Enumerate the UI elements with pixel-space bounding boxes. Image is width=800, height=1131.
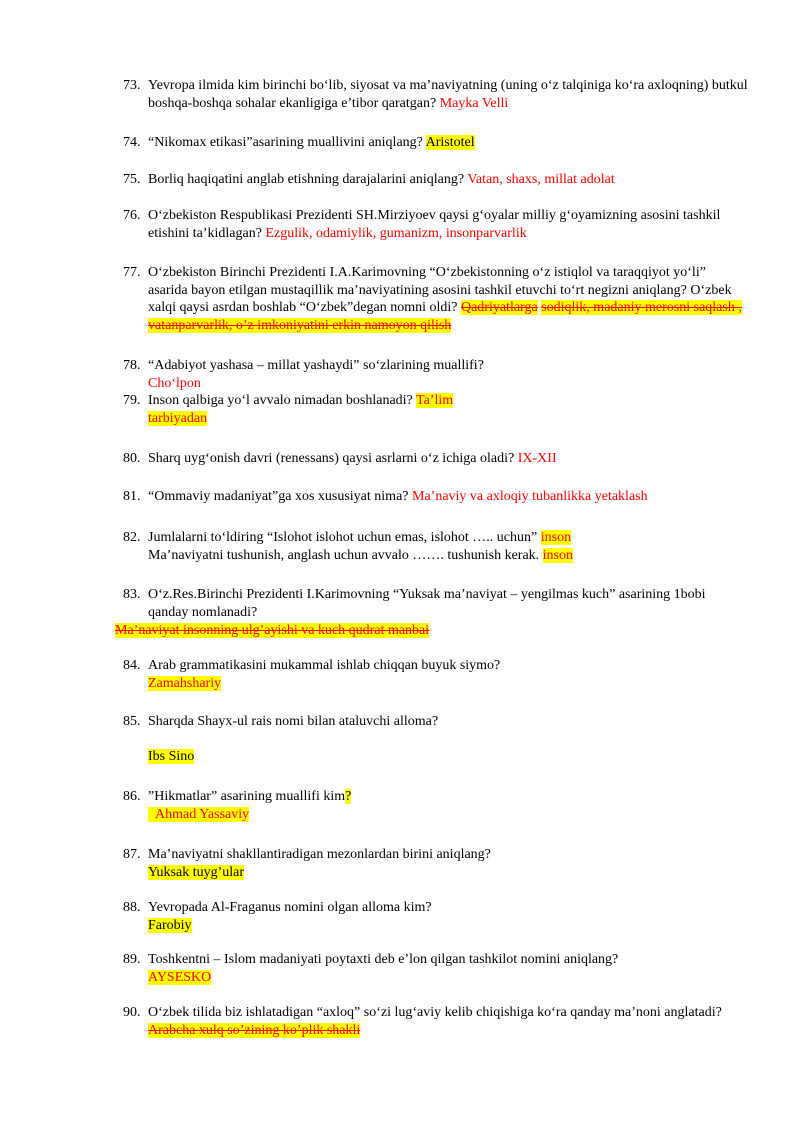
question-79 bbox=[123, 392, 748, 427]
question-text: “Ommaviy madaniyat”ga xos xususiyat nima? bbox=[148, 489, 409, 504]
question-number: 86. bbox=[123, 789, 141, 804]
question-text: “Nikomax etikasi”asarining muallivini aniqlang? bbox=[148, 135, 423, 150]
answer-text: Ma’naviy va axloqiy tubanlikka yetaklash bbox=[412, 489, 648, 504]
question-83 bbox=[123, 586, 748, 621]
question-number: 75. bbox=[123, 172, 141, 187]
question-87 bbox=[123, 846, 748, 881]
answer-text: Ibs Sino bbox=[148, 749, 195, 764]
question-text: Yevropa ilmida kim birinchi bo‘lib, siyosat va ma’naviyatning (uning o‘z talqiniga ko‘ra axloqning) butkul boshqa-boshqa sohalar ekanligiga e’tibor qaratgan? bbox=[148, 78, 748, 111]
answer-text: Vatan, shaxs, millat adolat bbox=[467, 172, 615, 187]
question-text: O‘zbek tilida biz ishlatadigan “axloq” so‘zi lug‘aviy kelib chiqishiga ko‘ra qanday ma’noni anglatadi? bbox=[148, 1005, 722, 1020]
question-number: 89. bbox=[123, 952, 141, 967]
question-text: Sharq uyg‘onish davri (renessans) qaysi asrlarni o‘z ichiga oladi? bbox=[148, 451, 515, 466]
question-77 bbox=[123, 264, 748, 334]
question-number: 84. bbox=[123, 658, 141, 673]
question-number: 73. bbox=[123, 78, 141, 93]
question-82 bbox=[123, 529, 748, 564]
question-text: Borliq haqiqatini anglab etishning darajalarini aniqlang? bbox=[148, 172, 465, 187]
answer-text-second: inson bbox=[542, 547, 574, 563]
answer-text-continued: sodiqlik, madaniy merosni saqlash , vatanparvarlik, o’z imkoniyatini erkin namoyon qilish bbox=[148, 300, 742, 333]
question-number: 74. bbox=[123, 135, 141, 150]
question-text: Toshkentni – Islom madaniyati poytaxti deb e’lon qilgan tashkilot nomini aniqlang? bbox=[148, 952, 619, 967]
answer-text: Arabcha xulq so’zining ko’plik shakli bbox=[148, 1022, 361, 1038]
answer-text-continued: tarbiyadan bbox=[148, 410, 208, 426]
question-text: Arab grammatikasini mukammal ishlab chiqqan buyuk siymo? bbox=[148, 658, 501, 673]
question-text: Yevropada Al-Fraganus nomini olgan alloma kim? bbox=[148, 900, 432, 915]
question-89 bbox=[123, 951, 748, 986]
question-text: Jumlalarni to‘ldiring “Islohot islohot uchun emas, islohot ….. uchun” bbox=[148, 530, 538, 545]
question-text: Inson qalbiga yo‘l avvalo nimadan boshlanadi? bbox=[148, 393, 413, 408]
question-number: 78. bbox=[123, 358, 141, 373]
answer-text: Ta’lim bbox=[416, 393, 454, 408]
question-74 bbox=[123, 134, 748, 152]
question-number: 90. bbox=[123, 1005, 141, 1020]
question-text: O‘zbekiston Birinchi Prezidenti I.A.Karimovning “O‘zbekistonning o‘z istiqlol va taraqqiyot yo‘li” asarida bayon etilgan mustaqillik ma’naviyatining asosini tashkil etuvchi to‘rt negizni aniqlang? O‘zbek xalqi qaysi asrdan boshlab “O‘zbek”degan nomni oldi? bbox=[148, 265, 732, 315]
question-86 bbox=[123, 788, 748, 823]
question-73 bbox=[123, 77, 748, 112]
question-81 bbox=[123, 488, 748, 506]
answer-text: Zamahshariy bbox=[148, 675, 222, 691]
question-88 bbox=[123, 899, 748, 934]
question-number: 79. bbox=[123, 393, 141, 408]
question-text-second: Ma’naviyatni tushunish, anglash uchun avvalo ……. tushunish kerak. bbox=[148, 547, 540, 563]
question-text: “Adabiyot yashasa – millat yashaydi” so‘zlarining muallifi? bbox=[148, 358, 484, 373]
answer-text: Ezgulik, odamiylik, gumanizm, insonparvarlik bbox=[265, 225, 527, 241]
question-number: 77. bbox=[123, 265, 141, 280]
question-75 bbox=[123, 171, 748, 189]
question-85 bbox=[123, 713, 748, 766]
question-text: O‘zbekiston Respublikasi Prezidenti SH.Mirziyoev qaysi g‘oyalar milliy g‘oyamizning asosini tashkil etishini ta’kidlagan? bbox=[148, 208, 721, 241]
answer-text: inson bbox=[540, 530, 572, 545]
question-80 bbox=[123, 450, 748, 468]
answer-text: Farobiy bbox=[148, 917, 192, 933]
answer-text: Qadriyatlarga bbox=[460, 300, 538, 315]
question-number: 76. bbox=[123, 208, 141, 223]
answer-text: Yuksak tuyg’ular bbox=[148, 864, 245, 880]
question-text: ”Hikmatlar” asarining muallifi kim bbox=[148, 789, 346, 804]
answer-83 bbox=[115, 622, 429, 640]
question-78 bbox=[123, 357, 748, 392]
question-76 bbox=[123, 207, 748, 242]
question-number: 80. bbox=[123, 451, 141, 466]
question-number: 82. bbox=[123, 530, 141, 545]
question-number: 88. bbox=[123, 900, 141, 915]
answer-text: Cho‘lpon bbox=[148, 375, 201, 391]
question-text: Sharqda Shayx-ul rais nomi bilan ataluvchi alloma? bbox=[148, 714, 439, 729]
answer-text: Ma’naviyat insonning ulg’ayishi va kuch qudrat manbai bbox=[115, 623, 430, 638]
question-84 bbox=[123, 657, 748, 692]
question-number: 85. bbox=[123, 714, 141, 729]
answer-text: IX-XII bbox=[517, 451, 557, 466]
question-number: 87. bbox=[123, 847, 141, 862]
answer-text: Mayka Velli bbox=[439, 95, 509, 111]
question-mark-highlight: ? bbox=[345, 789, 352, 804]
answer-text: AYSESKO bbox=[148, 969, 212, 985]
question-number: 81. bbox=[123, 489, 141, 504]
question-number: 83. bbox=[123, 587, 141, 602]
question-90 bbox=[123, 1004, 748, 1039]
question-text: O‘z.Res.Birinchi Prezidenti I.Karimovning “Yuksak ma’naviyat – yengilmas kuch” asarining 1bobi qanday nomlanadi? bbox=[148, 587, 706, 620]
question-text: Ma’naviyatni shakllantiradigan mezonlardan birini aniqlang? bbox=[148, 847, 491, 862]
answer-text: Aristotel bbox=[425, 135, 475, 150]
answer-text: Ahmad Yassaviy bbox=[155, 806, 250, 822]
